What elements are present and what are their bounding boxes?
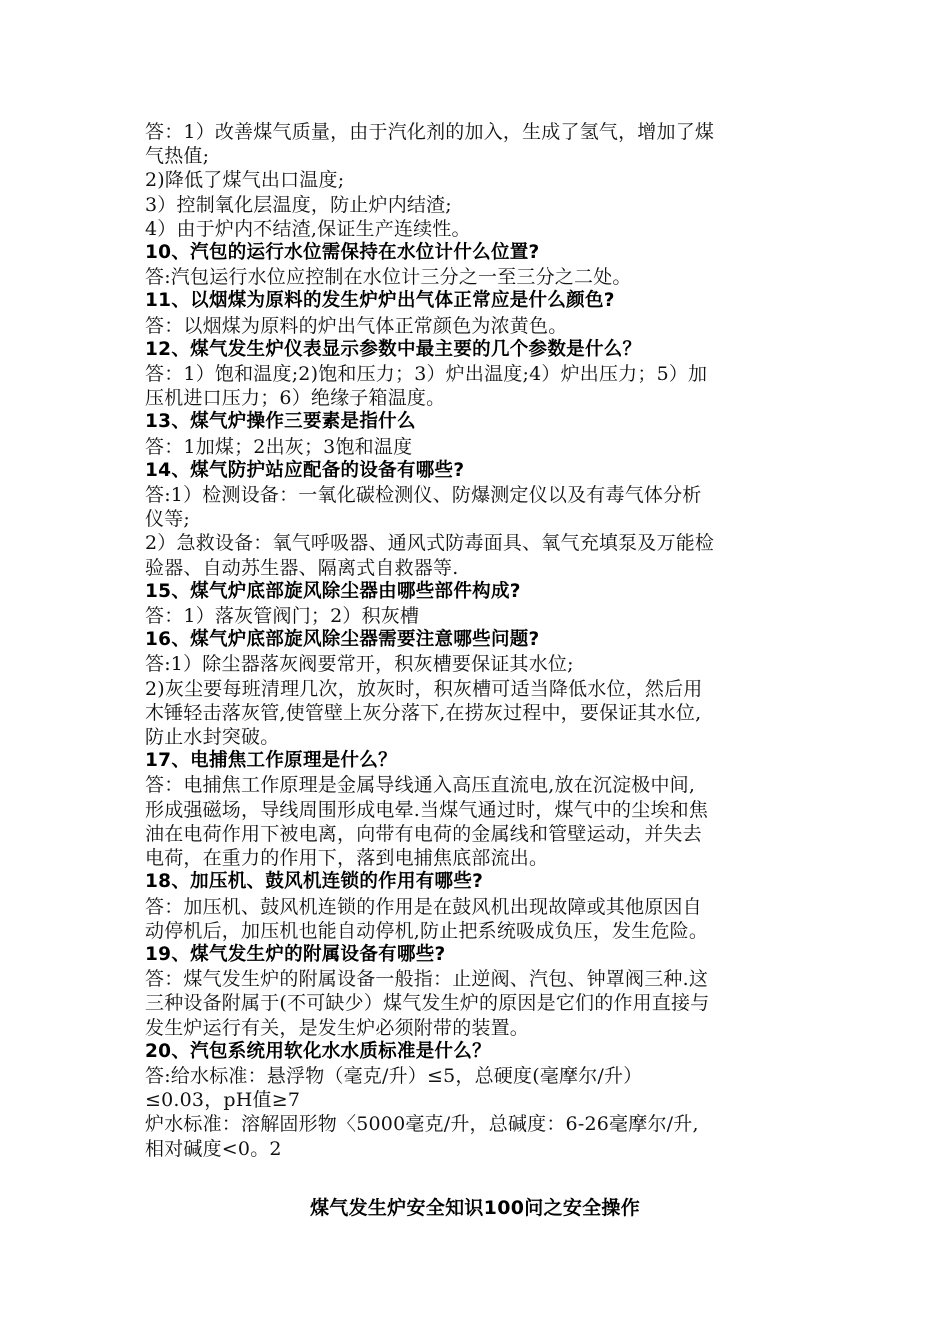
answer-line: 答：以烟煤为原料的炉出气体正常颜色为浓黄色。 xyxy=(145,314,568,337)
question-heading: 10、汽包的运行水位需保持在水位计什么位置? xyxy=(145,242,540,264)
answer-line: 答:1）除尘器落灰阀要常开，积灰槽要保证其水位; xyxy=(145,653,574,676)
answer-line: 2）急救设备：氧气呼吸器、通风式防毒面具、氧气充填泵及万能检 xyxy=(145,532,715,555)
answer-line: 相对碱度<0。2 xyxy=(145,1137,282,1160)
question-heading: 19、煤气发生炉的附属设备有哪些? xyxy=(145,943,446,965)
document-body xyxy=(145,120,810,1161)
answer-line: 木锤轻击落灰管,使管壁上灰分落下,在捞灰过程中，要保证其水位, xyxy=(145,701,702,724)
answer-line: 压机进口压力；6）绝缘子箱温度。 xyxy=(145,387,446,410)
answer-line: 气热值; xyxy=(145,145,210,168)
question-heading: 17、电捕焦工作原理是什么？ xyxy=(145,750,397,772)
answer-line: ≤0.03，pH值≥7 xyxy=(145,1089,301,1112)
answer-line: 防止水封突破。 xyxy=(145,726,280,749)
answer-line: 2)灰尘要每班清理几次，放灰时，积灰槽可适当降低水位，然后用 xyxy=(145,677,703,700)
answer-line: 仪等; xyxy=(145,508,191,531)
answer-line: 答：1）饱和温度;2)饱和压力；3）炉出温度;4）炉出压力；5）加 xyxy=(145,363,708,386)
answer-line: 答:给水标准：悬浮物（毫克/升）≤5，总硬度(毫摩尔/升） xyxy=(145,1064,643,1087)
answer-line: 3）控制氧化层温度，防止炉内结渣; xyxy=(145,193,452,216)
answer-line: 答：加压机、鼓风机连锁的作用是在鼓风机出现故障或其他原因自 xyxy=(145,895,702,918)
question-heading: 14、煤气防护站应配备的设备有哪些? xyxy=(145,459,465,481)
section-title: 煤气发生炉安全知识100问之安全操作 xyxy=(309,1197,641,1219)
answer-line: 答：1加煤；2出灰；3饱和温度 xyxy=(145,435,413,458)
answer-line: 答：电捕焦工作原理是金属导线通入高压直流电,放在沉淀极中间, xyxy=(145,774,696,797)
question-heading: 16、煤气炉底部旋风除尘器需要注意哪些问题? xyxy=(145,629,540,651)
answer-line: 答:汽包运行水位应控制在水位计三分之一至三分之二处。 xyxy=(145,266,632,289)
question-heading: 11、以烟煤为原料的发生炉炉出气体正常应是什么颜色? xyxy=(145,290,615,312)
answer-line: 答：煤气发生炉的附属设备一般指：止逆阀、汽包、钟罩阀三种.这 xyxy=(145,968,709,991)
question-heading: 13、煤气炉操作三要素是指什么 xyxy=(145,411,416,433)
answer-line: 动停机后，加压机也能自动停机,防止把系统吸成负压，发生危险。 xyxy=(145,919,709,942)
answer-line: 2)降低了煤气出口温度; xyxy=(145,169,345,192)
answer-line: 形成强磁场，导线周围形成电晕.当煤气通过时，煤气中的尘埃和焦 xyxy=(145,798,709,821)
answer-line: 电荷，在重力的作用下，落到电捕焦底部流出。 xyxy=(145,847,549,870)
question-heading: 20、汽包系统用软化水水质标准是什么？ xyxy=(145,1040,491,1062)
answer-line: 炉水标准：溶解固形物〈5000毫克/升，总碱度：6-26毫摩尔/升, xyxy=(145,1113,699,1136)
answer-line: 油在电荷作用下被电离，向带有电荷的金属线和管壁运动，并失去 xyxy=(145,822,702,845)
answer-line: 三种设备附属于(不可缺少）煤气发生炉的原因是它们的作用直接与 xyxy=(145,992,710,1015)
answer-line: 答：1）落灰管阀门；2）积灰槽 xyxy=(145,605,420,628)
answer-line: 答：1）改善煤气质量，由于汽化剂的加入，生成了氢气，增加了煤 xyxy=(145,121,715,143)
answer-line: 4）由于炉内不结渣,保证生产连续性。 xyxy=(145,217,471,240)
answer-line: 答:1）检测设备：一氧化碳检测仪、防爆测定仪以及有毒气体分析 xyxy=(145,484,702,507)
answer-line: 验器、自动苏生器、隔离式自救器等. xyxy=(145,556,459,579)
question-heading: 18、加压机、鼓风机连锁的作用有哪些? xyxy=(145,871,484,893)
answer-line: 发生炉运行有关，是发生炉必须附带的装置。 xyxy=(145,1016,530,1039)
question-heading: 15、煤气炉底部旋风除尘器由哪些部件构成? xyxy=(145,580,521,602)
question-heading: 12、煤气发生炉仪表显示参数中最主要的几个参数是什么？ xyxy=(145,338,642,360)
